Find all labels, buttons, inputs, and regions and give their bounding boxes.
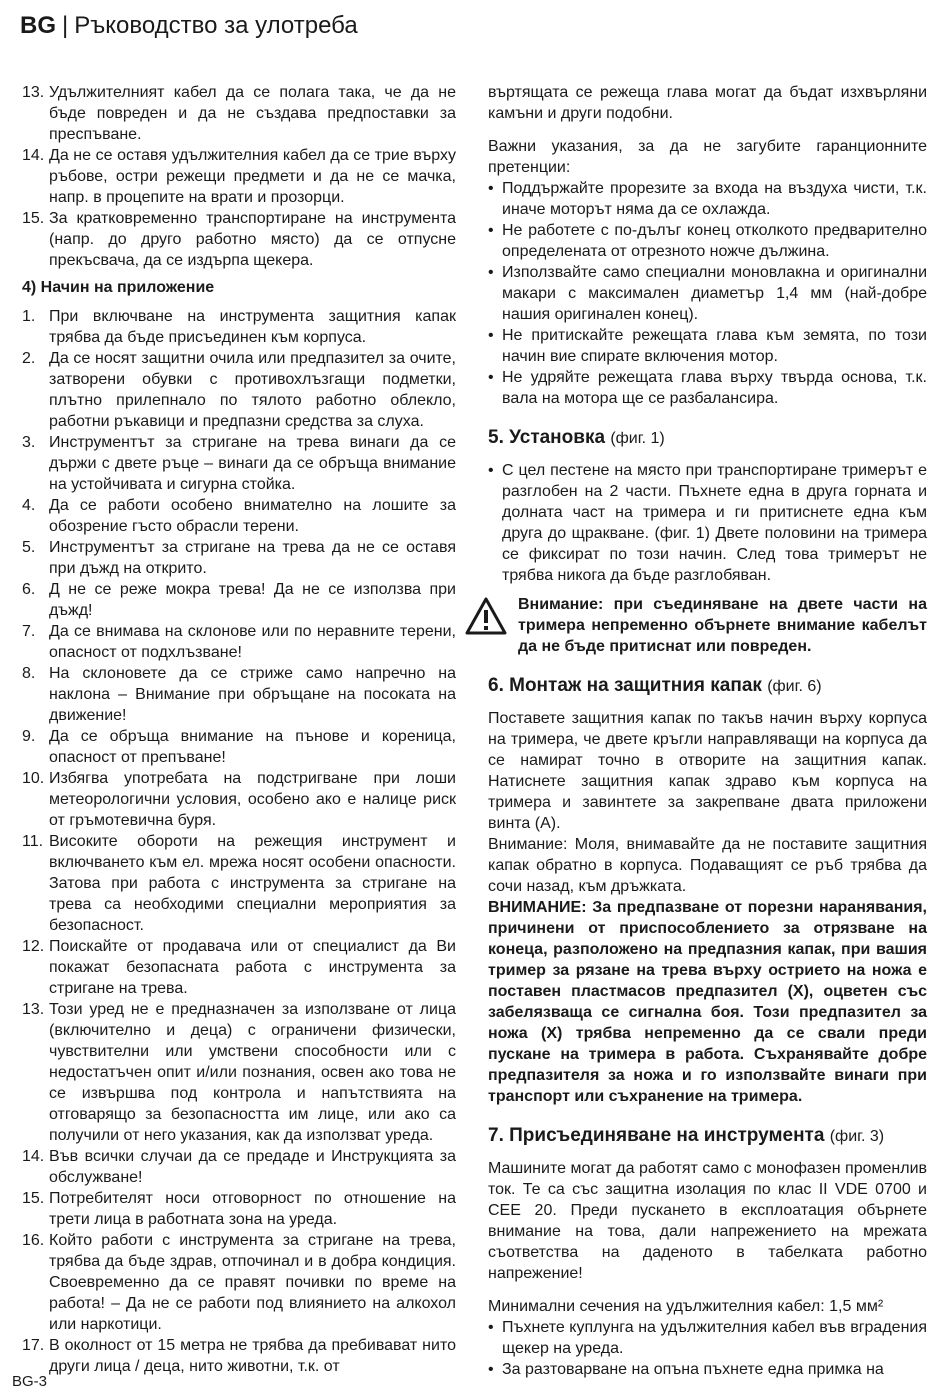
item-number: 11.	[22, 833, 44, 850]
paragraph: Поставете защитния капак по такъв начин върху корпуса на тримера, че двете кръгли направляващи на корпуса да се намират точно в отворите на защитния капак. Натиснете защитния капак здраво към корпуса на тримера и завинтете за закрепване двата приложени винта (А).	[488, 710, 927, 832]
warning-text: Внимание: при съединяване на двете части на тримера непременно обърнете внимание кабелът да не бъде притиснат или повреден.	[518, 596, 927, 655]
figure-reference: (фиг. 6)	[767, 678, 822, 695]
bullet-dot: •	[488, 1319, 494, 1336]
item-text: Да се внимава на склонове или по неравните терени, опасност от подхлъзване!	[49, 623, 456, 661]
paragraph: Машините могат да работят само с монофазен променлив ток. Те са със защитна изолация по клас II VDE 0700 и CEE 20. Преди пускането в експлоатация обърнете внимание на това, дали напрежението на мрежата съответства на даденото в табелката работно напрежение!	[488, 1160, 927, 1282]
bullet-dot: •	[488, 327, 494, 344]
right-column	[488, 82, 927, 1380]
item-text: При включване на инструмента защитния капак трябва да бъде присъединен към корпуса.	[49, 308, 456, 346]
item-number: 4.	[22, 497, 36, 514]
item-number: 6.	[22, 581, 36, 598]
item-number: 2.	[22, 350, 36, 367]
bullet-text: Не удряйте режещата глава върху твърда основа, т.к. вала на мотора ще се разбалансира.	[502, 369, 927, 407]
bullet-item	[488, 367, 927, 409]
bullet-item	[488, 325, 927, 367]
item-text: Който работи с инструмента за стригане на трева, трябва да бъде здрав, отпочинал и в добра кондиция. Своевременно да се правят почивки по време на работа! – Да не се работи под влиянието на алкохол или наркотици.	[49, 1232, 456, 1333]
section-title-text: 5. Установка	[488, 427, 606, 448]
list-item	[22, 579, 456, 621]
paragraph: Минимални сечения на удължителния кабел: 1,5 мм²	[488, 1298, 884, 1315]
bullet-dot: •	[488, 369, 494, 386]
item-text: Избягва употребата на подстригване при лоши метеорологични условия, особено ако е налице риск от гръмотевична буря.	[49, 770, 456, 829]
list-item	[22, 432, 456, 495]
left-column	[22, 82, 456, 1377]
item-number: 14.	[22, 147, 45, 164]
item-text: Да се обръща внимание на пънове и кореница, опасност от препъване!	[49, 728, 456, 766]
section-title-connection	[488, 1123, 927, 1150]
list-item	[22, 936, 456, 999]
list-item	[22, 1146, 456, 1188]
bullet-item	[488, 262, 927, 325]
bullet-text: Пъхнете куплунга на удължителния кабел във вградения щекер на уреда.	[502, 1319, 927, 1357]
item-text: В околност от 15 метра не трябва да пребивават нито други лица / деца, нито животни, т.к. от	[49, 1337, 456, 1375]
bullet-item	[488, 1317, 927, 1359]
page-number: BG-3	[12, 1373, 48, 1390]
item-number: 9.	[22, 728, 36, 745]
item-text: Във всички случаи да се предаде и Инструкцията за обслужване!	[49, 1148, 456, 1186]
list-item	[22, 726, 456, 768]
section-title-text: 6. Монтаж на защитния капак	[488, 675, 762, 696]
bullet-item	[488, 220, 927, 262]
item-text: Да се носят защитни очила или предпазител за очите, затворени обувки с противохлъзгащи подметки, плътно прилепнало по тялото работно облекло, работни ръкавици и предпазни средства за слуха.	[49, 350, 456, 430]
item-text: Високите обороти на режещия инструмент и включването към ел. мрежа носят особени опасности. Затова при работа с инструмента за стригане на трева са необходими специални мероприятия за безопасност.	[49, 833, 456, 934]
item-number: 15.	[22, 1190, 45, 1207]
warning-triangle-icon	[464, 596, 508, 636]
paragraph: Внимание: Моля, внимавайте да не поставите защитния капак обратно в корпуса. Подаващият се ръб трябва да сочи назад, към дръжката.	[488, 836, 927, 895]
list-item	[22, 537, 456, 579]
item-text: На склоновете да се стриже само напречно на наклона – Внимание при обръщане на посоката на движение!	[49, 665, 456, 724]
bullet-dot: •	[488, 180, 494, 197]
list-item	[22, 1230, 456, 1335]
caution-paragraph: ВНИМАНИЕ: За предпазване от порезни наранявания, причинени от приспособлението за отрязване на конеца, разположено на предпазния капак, при вашия тример за рязане на трева върху острието на ножа е поставен пластмасов предпазител (Х), оцветен със забелязваща се сигнална боя. Този предпазител за ножа (Х) трябва непременно да се свали преди пускане на тримера в работа. Съхранявайте добре предпазителя за ножа и го използвайте винаги при транспорт или съхранение на тримера.	[488, 899, 927, 1105]
figure-reference: (фиг. 1)	[610, 430, 665, 447]
list-item	[22, 348, 456, 432]
list-item	[22, 1188, 456, 1230]
item-number: 13.	[22, 1001, 45, 1018]
item-number: 13.	[22, 84, 45, 101]
bullet-text: За разтоварване на опъна пъхнете една примка на	[502, 1361, 884, 1378]
item-number: 12.	[22, 938, 45, 955]
item-number: 16.	[22, 1232, 45, 1249]
list-item	[22, 621, 456, 663]
bullet-text: Не притискайте режещата глава към земята, по този начин вие спирате включения мотор.	[502, 327, 927, 365]
item-number: 1.	[22, 308, 36, 325]
list-item	[22, 495, 456, 537]
bullet-item	[488, 460, 927, 586]
language-code: BG	[20, 12, 56, 39]
bullet-text: Използвайте само специални моновлакна и оригинални макари с максимален диаметър 1,4 мм (най-добре нашия оригинален конец).	[502, 264, 927, 323]
list-item	[22, 999, 456, 1146]
item-number: 8.	[22, 665, 36, 682]
warning-block	[488, 594, 927, 657]
list-item	[22, 145, 456, 208]
header-separator: |	[62, 12, 69, 39]
bullet-text: С цел пестене на място при транспортиране тримерът е разглобен на 2 части. Пъхнете една в друга горната и долната част на тримера и ги притиснете една към друга до щракване. (фиг. 1) Двете половини на тримера се фиксират по този начин. След това тримерът не трябва никога да бъде разглобяван.	[502, 462, 927, 584]
item-text: Да се работи особено внимателно на лошите за обозрение гъсто обрасли терени.	[49, 497, 456, 535]
item-text: За кратковременно транспортиране на инструмента (напр. до друго работно място) да се отпусне прекъсвача, да се издърпа щекера.	[49, 210, 456, 269]
item-text: Инструментът за стригане на трева винаги да се държи с двете ръце – винаги да се обръща внимание на устойчивата и сигурна стойка.	[49, 434, 456, 493]
item-text: Да не се оставя удължителния кабел да се трие върху ръбове, остри режещи предмети и да не се мачка, напр. в процепите на врати и прозорци.	[49, 147, 456, 206]
item-text: Удължителният кабел да се полага така, че да не бъде повреден и да не създава предпоставки за преспъване.	[49, 84, 456, 143]
bullet-item	[488, 1359, 927, 1380]
page-title: Ръководство за улотреба	[74, 12, 358, 39]
bullet-dot: •	[488, 222, 494, 239]
bullet-text: Не работете с по-дълъг конец отколкото предварително определената от отрезното ножче дължина.	[502, 222, 927, 260]
bullet-dot: •	[488, 264, 494, 281]
item-number: 3.	[22, 434, 36, 451]
item-text: Инструментът за стригане на трева да не се оставя при дъжд на открито.	[49, 539, 456, 577]
item-number: 10.	[22, 770, 45, 787]
bullet-text: Поддържайте прорезите за входа на въздуха чисти, т.к. иначе моторът няма да се охлажда.	[502, 180, 927, 218]
list-item	[22, 306, 456, 348]
list-item	[22, 1335, 456, 1377]
item-number: 15.	[22, 210, 45, 227]
item-text: Поискайте от продавача или от специалист да Ви покажат безопасната работа с инструмента за стригане на трева.	[49, 938, 456, 997]
item-text: Д не се реже мокра трева! Да не се използва при дъжд!	[49, 581, 456, 619]
section-title-text: 7. Присъединяване на инструмента	[488, 1125, 825, 1146]
continued-text: въртящата се режеща глава могат да бъдат изхвърляни камъни и други подобни.	[488, 84, 927, 122]
bullet-dot: •	[488, 462, 494, 479]
item-number: 5.	[22, 539, 36, 556]
item-number: 17.	[22, 1337, 45, 1354]
bullet-item	[488, 178, 927, 220]
list-item	[22, 82, 456, 145]
list-item	[22, 768, 456, 831]
page-header	[20, 10, 358, 42]
list-item	[22, 831, 456, 936]
list-item	[22, 663, 456, 726]
section-title-installation	[488, 425, 927, 452]
section-title-guard-mounting	[488, 673, 927, 700]
figure-reference: (фиг. 3)	[829, 1128, 885, 1145]
item-text: Потребителят носи отговорност по отношение на трети лица в работната зона на уреда.	[49, 1190, 456, 1228]
notes-intro: Важни указания, за да не загубите гаранционните претенции:	[488, 138, 927, 176]
list-item	[22, 208, 456, 271]
item-number: 14.	[22, 1148, 45, 1165]
item-number: 7.	[22, 623, 36, 640]
item-text: Този уред не е предназначен за използване от лица (включително и деца) с ограничени физически, чувствителни или умствени способности или с недостатъчен опит и/или познания, освен ако това не се извършва под контрола и напътствията на отговарящо за безопасността им лице, или ако са получили от него указания, как да използват уреда.	[49, 1001, 456, 1144]
bullet-dot: •	[488, 1361, 494, 1378]
section-subheading: 4) Начин на приложение	[22, 279, 215, 296]
